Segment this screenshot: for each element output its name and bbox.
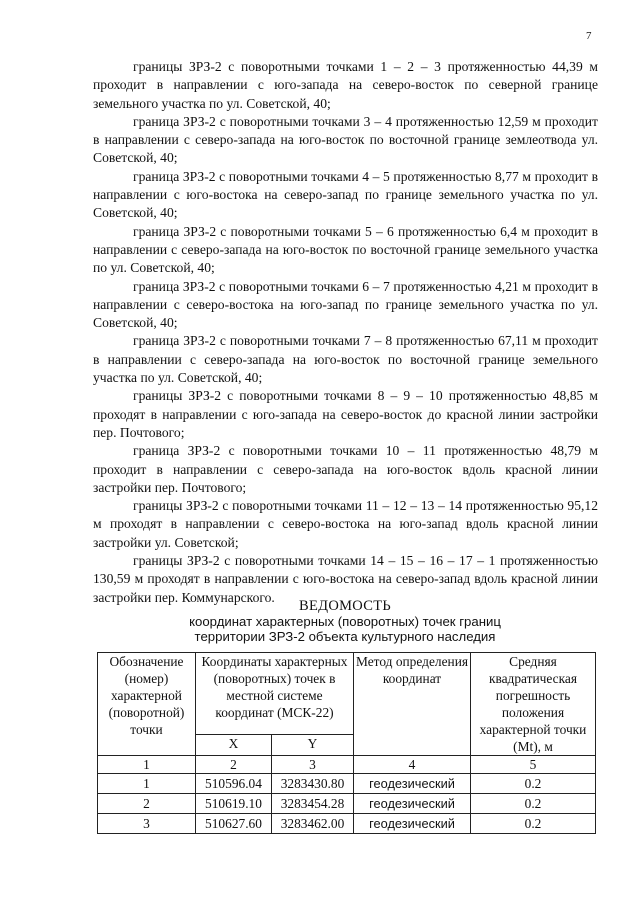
error-cell: 0.2 bbox=[471, 814, 596, 834]
paragraph-boundary-14-1: границы ЗРЗ-2 с поворотными точками 14 – 15 – 16 – 17 – 1 протяженностью 130,59 м проходят в направлении с юго-востока на северо-запад вдоль красной линии застройки пер. Коммунарского. bbox=[93, 553, 598, 605]
x-cell: 510627.60 bbox=[196, 814, 272, 834]
header-method: Метод определения координат bbox=[354, 653, 471, 756]
paragraph-boundary-6-7: граница ЗРЗ-2 с поворотными точками 6 – 7 протяженностью 4,21 м проходит в направлении с северо-востока на юго-запад по границе земельного участка по ул. Советской, 40; bbox=[93, 278, 598, 331]
statement-title: ВЕДОМОСТЬ bbox=[299, 598, 391, 614]
statement-subtitle-line2: территории ЗРЗ-2 объекта культурного наследия bbox=[194, 629, 496, 644]
y-cell: 3283462.00 bbox=[272, 814, 354, 834]
table-row bbox=[98, 774, 596, 794]
header-error: Средняя квадратическая погрешность положения характерной точки (Mt), м bbox=[471, 653, 596, 756]
column-number: 5 bbox=[471, 756, 596, 774]
paragraph-boundary-3-4: граница ЗРЗ-2 с поворотными точками 3 – 4 протяженностью 12,59 м проходит в направлении с северо-запада на юго-восток по восточной границе землеотвода ул. Советской, 40; bbox=[93, 113, 598, 166]
point-cell: 2 bbox=[98, 794, 196, 814]
column-number: 4 bbox=[354, 756, 471, 774]
page-number: 7 bbox=[586, 30, 592, 42]
coordinates-table bbox=[97, 652, 596, 834]
header-designation: Обозначение (номер) характерной (поворотной) точки bbox=[98, 653, 196, 756]
paragraph-boundary-11-14: границы ЗРЗ-2 с поворотными точками 11 – 12 – 13 – 14 протяженностью 95,12 м проходят в направлении с северо-востока на юго-запад вдоль красной линии застройки ул. Советской; bbox=[93, 498, 598, 550]
x-cell: 510596.04 bbox=[196, 774, 272, 794]
paragraph-boundary-8-10: границы ЗРЗ-2 с поворотными точками 8 – 9 – 10 протяженностью 48,85 м проходят в направлении с юго-запада на северо-восток до красной линии застройки пер. Почтового; bbox=[93, 388, 598, 440]
paragraph-boundary-4-5: граница ЗРЗ-2 с поворотными точками 4 – 5 протяженностью 8,77 м проходит в направлении с юго-востока на северо-запад по границе земельного участка по ул. Советской, 40; bbox=[93, 168, 598, 221]
header-coordinates: Координаты характерных (поворотных) точек в местной системе координат (МСК-22) bbox=[196, 653, 354, 735]
document-body bbox=[93, 58, 598, 607]
paragraph-boundary-5-6: граница ЗРЗ-2 с поворотными точками 5 – 6 протяженностью 6,4 м проходит в направлении с северо-запада на юго-восток по восточной границе земельного участка по ул. Советской, 40; bbox=[93, 223, 598, 276]
column-number: 1 bbox=[98, 756, 196, 774]
point-cell: 1 bbox=[98, 774, 196, 794]
error-cell: 0.2 bbox=[471, 794, 596, 814]
y-cell: 3283430.80 bbox=[272, 774, 354, 794]
header-y: Y bbox=[272, 734, 354, 755]
y-cell: 3283454.28 bbox=[272, 794, 354, 814]
paragraph-boundary-1-3: границы ЗРЗ-2 с поворотными точками 1 – 2 – 3 протяженностью 44,39 м проходит в направлении с юго-запада на северо-восток по северной границе земельного участка по ул. Советской, 40; bbox=[93, 59, 598, 111]
statement-subtitle-line1: координат характерных (поворотных) точек границ bbox=[189, 614, 501, 629]
table-row bbox=[98, 794, 596, 814]
column-number: 2 bbox=[196, 756, 272, 774]
point-cell: 3 bbox=[98, 814, 196, 834]
x-cell: 510619.10 bbox=[196, 794, 272, 814]
header-x: X bbox=[196, 734, 272, 755]
column-number-row bbox=[98, 756, 596, 774]
statement-heading bbox=[90, 599, 600, 644]
method-cell: геодезический bbox=[354, 814, 471, 834]
paragraph-boundary-7-8: граница ЗРЗ-2 с поворотными точками 7 – 8 протяженностью 67,11 м проходит в направлении с северо-запада на юго-восток по восточной границе земельного участка по ул. Советской, 40; bbox=[93, 333, 598, 386]
method-cell: геодезический bbox=[354, 774, 471, 794]
method-cell: геодезический bbox=[354, 794, 471, 814]
table-row bbox=[98, 814, 596, 834]
column-number: 3 bbox=[272, 756, 354, 774]
error-cell: 0.2 bbox=[471, 774, 596, 794]
paragraph-boundary-10-11: граница ЗРЗ-2 с поворотными точками 10 – 11 протяженностью 48,79 м проходит в направлении с северо-запада на юго-восток вдоль красной линии застройки пер. Почтового; bbox=[93, 443, 598, 495]
